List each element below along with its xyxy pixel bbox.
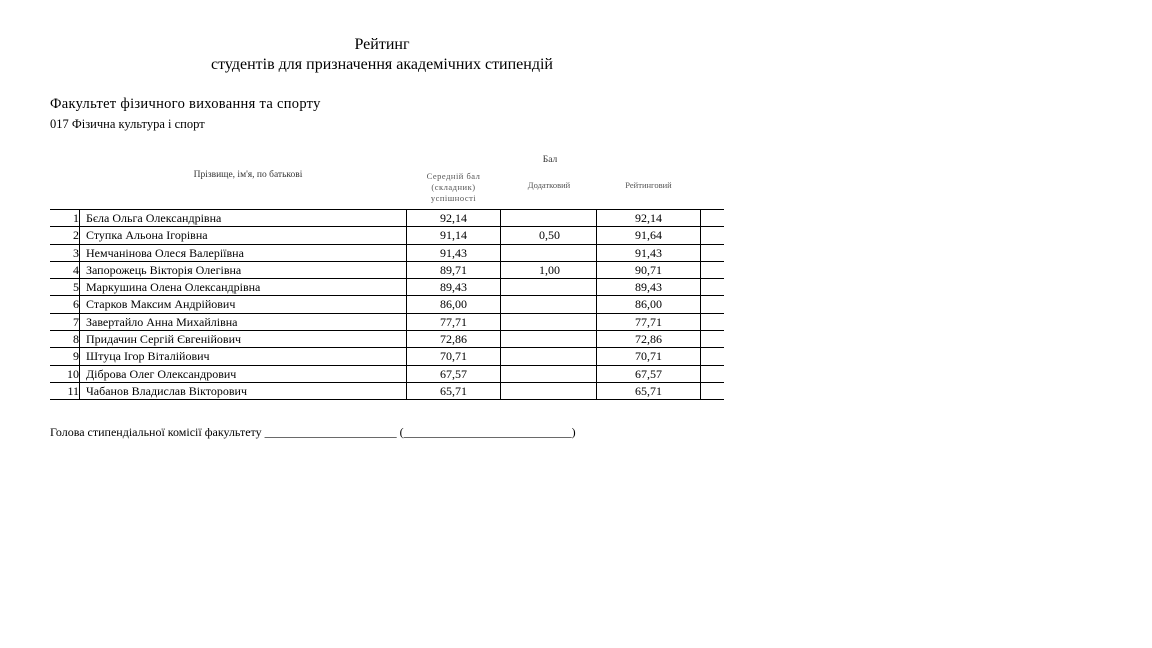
additional-score: 1,00 — [500, 262, 598, 278]
table-row — [50, 296, 724, 313]
table-row — [50, 366, 724, 383]
rating-score: 65,71 — [596, 383, 701, 399]
header-bal: Бал — [542, 155, 558, 165]
table-row — [50, 227, 724, 244]
header-average — [407, 171, 500, 204]
additional-score — [500, 331, 598, 347]
average-score: 86,00 — [406, 296, 500, 312]
row-number: 11 — [50, 383, 80, 399]
average-score: 89,43 — [406, 279, 500, 295]
faculty-name: Факультет фізичного виховання та спорту — [50, 96, 321, 112]
table-row — [50, 262, 724, 279]
table-row — [50, 348, 724, 365]
additional-score — [500, 210, 598, 226]
student-name: Діброва Олег Олександрович — [86, 366, 237, 381]
row-number: 6 — [50, 296, 80, 312]
average-score: 77,71 — [406, 314, 500, 330]
average-score: 91,14 — [406, 227, 500, 243]
student-name: Ступка Альона Ігорівна — [86, 228, 208, 243]
rating-score: 90,71 — [596, 262, 701, 278]
student-name: Штуца Ігор Віталійович — [86, 349, 210, 364]
average-score: 70,71 — [406, 348, 500, 364]
document-title: Рейтинг — [354, 36, 410, 53]
rating-score: 77,71 — [596, 314, 701, 330]
row-number: 5 — [50, 279, 80, 295]
header-additional: Додатковий — [527, 180, 571, 190]
rating-score: 91,64 — [596, 227, 701, 243]
header-average-line2: (складник) — [431, 182, 476, 192]
rating-score: 91,43 — [596, 245, 701, 261]
table-row — [50, 210, 724, 227]
rating-score: 92,14 — [596, 210, 701, 226]
signature-line: Голова стипендіальної комісії факультету ______________________ (____________________________) — [50, 425, 576, 439]
additional-score — [500, 383, 598, 399]
row-number: 9 — [50, 348, 80, 364]
specialty-name: 017 Фізична культура і спорт — [50, 117, 205, 131]
header-rating: Рейтинговий — [625, 180, 672, 190]
table-row — [50, 314, 724, 331]
row-number: 8 — [50, 331, 80, 347]
row-number: 10 — [50, 366, 80, 382]
header-average-line1: Середній бал — [426, 171, 481, 181]
header-name: Прізвище, ім'я, по батькові — [193, 170, 303, 180]
table-row — [50, 279, 724, 296]
row-number: 2 — [50, 227, 80, 243]
student-name: Старков Максим Андрійович — [86, 297, 236, 312]
student-name: Завертайло Анна Михайлівна — [86, 314, 238, 329]
table-row — [50, 331, 724, 348]
rating-score: 86,00 — [596, 296, 701, 312]
student-name: Немчанінова Олеся Валеріївна — [86, 245, 244, 260]
additional-score — [500, 348, 598, 364]
additional-score — [500, 314, 598, 330]
additional-score — [500, 296, 598, 312]
additional-score — [500, 279, 598, 295]
additional-score: 0,50 — [500, 227, 598, 243]
student-name: Маркушина Олена Олександрівна — [86, 280, 261, 295]
student-name: Бєла Ольга Олександрівна — [86, 211, 222, 225]
student-name: Запорожець Вікторія Олегівна — [86, 262, 242, 277]
average-score: 89,71 — [406, 262, 500, 278]
row-number: 3 — [50, 245, 80, 261]
average-score: 92,14 — [406, 210, 500, 226]
average-score: 72,86 — [406, 331, 500, 347]
rating-score: 89,43 — [596, 279, 701, 295]
row-number: 4 — [50, 262, 80, 278]
rating-score: 70,71 — [596, 348, 701, 364]
rating-score: 72,86 — [596, 331, 701, 347]
table-row — [50, 245, 724, 262]
student-name: Придачин Сергій Євгенійович — [86, 332, 242, 347]
row-number: 7 — [50, 314, 80, 330]
header-average-line3: успішності — [430, 193, 477, 203]
additional-score — [500, 245, 598, 261]
rating-table — [50, 209, 724, 400]
rating-score: 67,57 — [596, 366, 701, 382]
table-row — [50, 383, 724, 400]
additional-score — [500, 366, 598, 382]
average-score: 91,43 — [406, 245, 500, 261]
document-subtitle: студентів для призначення академічних стипендій — [210, 56, 553, 73]
row-number: 1 — [50, 210, 80, 226]
student-name: Чабанов Владислав Вікторович — [86, 383, 248, 398]
average-score: 67,57 — [406, 366, 500, 382]
average-score: 65,71 — [406, 383, 500, 399]
